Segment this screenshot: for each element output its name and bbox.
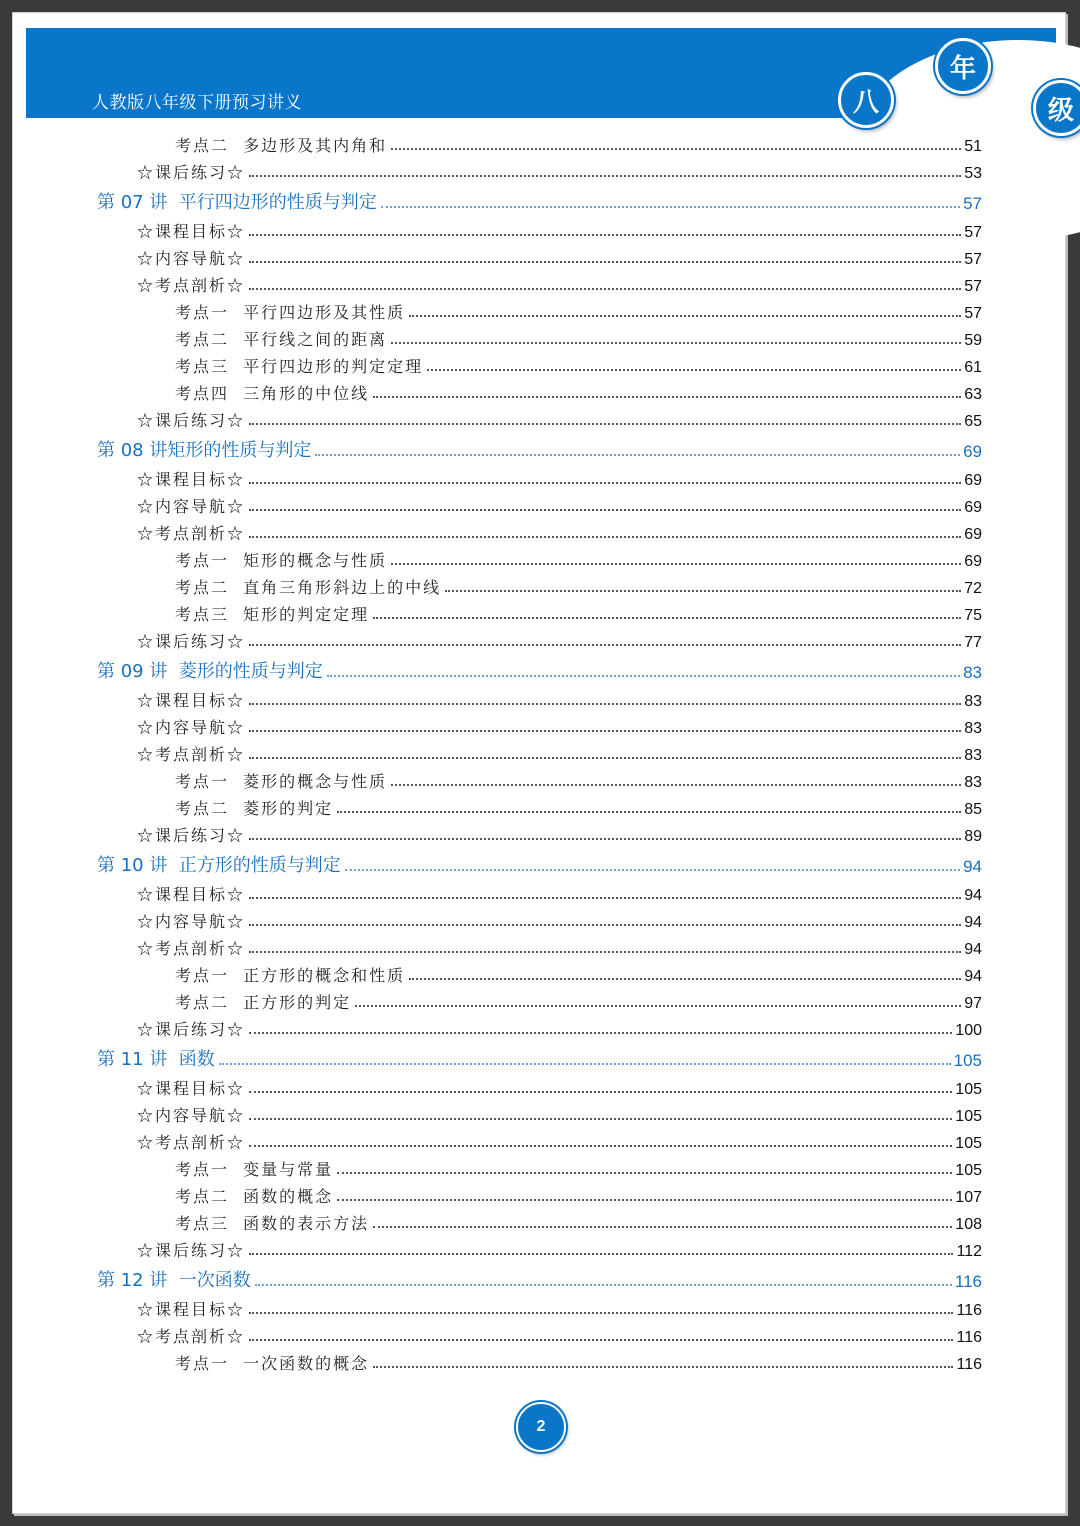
toc-chapter[interactable] — [97, 657, 982, 683]
toc-label: 第 10 讲 正方形的性质与判定 — [97, 855, 341, 876]
toc-label: 考点二 直角三角形斜边上的中线 — [175, 578, 442, 597]
toc-topic[interactable] — [175, 351, 982, 377]
toc-label: 考点一 平行四边形及其性质 — [175, 303, 406, 322]
dot-leader — [249, 757, 961, 759]
dot-leader — [391, 148, 961, 150]
toc-topic[interactable] — [175, 1208, 982, 1234]
toc-label: ☆课后练习☆ — [137, 632, 246, 651]
toc-label: ☆内容导航☆ — [137, 912, 246, 931]
dot-leader — [315, 454, 960, 456]
toc-section[interactable] — [137, 712, 982, 738]
toc-page-number: 51 — [964, 138, 982, 155]
toc-label: ☆考点剖析☆ — [137, 939, 246, 958]
dot-leader — [249, 234, 961, 236]
toc-label: 第 09 讲 菱形的性质与判定 — [97, 661, 323, 682]
toc-page-number: 57 — [964, 305, 982, 322]
toc-label: 考点一 矩形的概念与性质 — [175, 551, 388, 570]
toc-section[interactable] — [137, 1100, 982, 1126]
dot-leader — [249, 924, 961, 926]
toc-page-number: 83 — [964, 720, 982, 737]
page-number: 2 — [516, 1402, 566, 1452]
dot-leader — [249, 1032, 952, 1034]
toc-section[interactable] — [137, 464, 982, 490]
dot-leader — [249, 1091, 952, 1093]
toc-section[interactable] — [137, 270, 982, 296]
toc-page-number: 112 — [956, 1243, 982, 1260]
dot-leader — [391, 784, 961, 786]
toc-section[interactable] — [137, 685, 982, 711]
dot-leader — [249, 730, 961, 732]
toc-topic[interactable] — [175, 297, 982, 323]
toc-chapter[interactable] — [97, 436, 982, 462]
toc-label: 考点三 矩形的判定定理 — [175, 605, 370, 624]
toc-label: 考点四 三角形的中位线 — [175, 384, 370, 403]
level-badge: 级 — [1033, 80, 1080, 136]
toc-label: 考点二 菱形的判定 — [175, 799, 334, 818]
toc-label: ☆课后练习☆ — [137, 1241, 246, 1260]
toc-topic[interactable] — [175, 130, 982, 156]
dot-leader — [249, 1339, 953, 1341]
toc-label: 考点三 函数的表示方法 — [175, 1214, 370, 1233]
toc-topic[interactable] — [175, 987, 982, 1013]
toc-page-number: 57 — [964, 224, 982, 241]
toc-chapter[interactable] — [97, 1266, 982, 1292]
dot-leader — [445, 590, 961, 592]
toc-section[interactable] — [137, 1294, 982, 1320]
dot-leader — [249, 288, 961, 290]
toc-page-number: 72 — [964, 580, 982, 597]
toc-page-number: 83 — [963, 663, 982, 682]
toc-page-number: 116 — [954, 1272, 982, 1291]
toc-label: ☆课后练习☆ — [137, 1020, 246, 1039]
toc-label: ☆考点剖析☆ — [137, 1133, 246, 1152]
toc-page-number: 105 — [953, 1051, 982, 1070]
toc-label: ☆课程目标☆ — [137, 885, 246, 904]
toc-page-number: 65 — [964, 413, 982, 430]
toc-chapter[interactable] — [97, 851, 982, 877]
toc-page-number: 89 — [964, 828, 982, 845]
dot-leader — [249, 1118, 952, 1120]
dot-leader — [249, 536, 961, 538]
toc-chapter[interactable] — [97, 1045, 982, 1071]
toc-section[interactable] — [137, 1073, 982, 1099]
toc-section[interactable] — [137, 1014, 982, 1040]
toc-page-number: 63 — [964, 386, 982, 403]
dot-leader — [219, 1063, 951, 1065]
toc-label: 第 11 讲 函数 — [97, 1049, 215, 1070]
toc-page-number: 69 — [964, 472, 982, 489]
year-badge: 年 — [935, 38, 991, 94]
toc-label: ☆内容导航☆ — [137, 718, 246, 737]
toc-label: 考点二 多边形及其内角和 — [175, 136, 388, 155]
toc-label: ☆考点剖析☆ — [137, 524, 246, 543]
dot-leader — [427, 369, 961, 371]
toc-page-number: 94 — [963, 857, 982, 876]
toc-page-number: 105 — [955, 1081, 982, 1098]
dot-leader — [249, 951, 961, 953]
dot-leader — [249, 1312, 953, 1314]
toc-label: 考点一 菱形的概念与性质 — [175, 772, 388, 791]
toc-label: 考点三 平行四边形的判定定理 — [175, 357, 424, 376]
toc-page-number: 94 — [964, 887, 982, 904]
toc-label: ☆考点剖析☆ — [137, 1327, 246, 1346]
toc-label: 考点一 一次函数的概念 — [175, 1354, 370, 1373]
dot-leader — [249, 1253, 953, 1255]
toc-section[interactable] — [137, 518, 982, 544]
dot-leader — [249, 703, 961, 705]
dot-leader — [391, 342, 961, 344]
dot-leader — [373, 396, 961, 398]
toc-label: ☆考点剖析☆ — [137, 276, 246, 295]
toc-page-number: 69 — [964, 553, 982, 570]
dot-leader — [337, 811, 961, 813]
toc-section[interactable] — [137, 491, 982, 517]
toc-topic[interactable] — [175, 1154, 982, 1180]
toc-page-number: 83 — [964, 693, 982, 710]
toc-page-number: 75 — [964, 607, 982, 624]
toc-page-number: 69 — [964, 526, 982, 543]
toc-section[interactable] — [137, 739, 982, 765]
toc-label: ☆课程目标☆ — [137, 1079, 246, 1098]
book-title: 人教版八年级下册预习讲义 — [92, 93, 302, 113]
toc-section[interactable] — [137, 405, 982, 431]
dot-leader — [409, 315, 961, 317]
toc-topic[interactable] — [175, 545, 982, 571]
dot-leader — [249, 423, 961, 425]
toc-topic[interactable] — [175, 599, 982, 625]
toc-label: 考点一 正方形的概念和性质 — [175, 966, 406, 985]
dot-leader — [249, 509, 961, 511]
toc-section[interactable] — [137, 879, 982, 905]
toc-label: ☆课程目标☆ — [137, 222, 246, 241]
dot-leader — [249, 838, 961, 840]
toc-label: 第 12 讲 一次函数 — [97, 1270, 251, 1291]
toc-page-number: 83 — [964, 747, 982, 764]
toc-page-number: 69 — [964, 499, 982, 516]
toc-page-number: 77 — [964, 634, 982, 651]
toc-page-number: 105 — [955, 1135, 982, 1152]
toc-page-number: 108 — [955, 1216, 982, 1233]
toc-page-number: 97 — [964, 995, 982, 1012]
toc-label: ☆内容导航☆ — [137, 249, 246, 268]
dot-leader — [249, 1145, 952, 1147]
toc-section[interactable] — [137, 626, 982, 652]
toc-label: ☆课程目标☆ — [137, 470, 246, 489]
dot-leader — [355, 1005, 961, 1007]
toc-section[interactable] — [137, 157, 982, 183]
dot-leader — [391, 563, 961, 565]
toc-chapter[interactable] — [97, 188, 982, 214]
toc-topic[interactable] — [175, 1348, 982, 1374]
toc-topic[interactable] — [175, 793, 982, 819]
toc-page-number: 116 — [956, 1329, 982, 1346]
toc-topic[interactable] — [175, 766, 982, 792]
toc-page-number: 85 — [964, 801, 982, 818]
toc-label: 考点二 正方形的判定 — [175, 993, 352, 1012]
toc-page-number: 57 — [964, 278, 982, 295]
toc-section[interactable] — [137, 243, 982, 269]
dot-leader — [373, 617, 961, 619]
dot-leader — [373, 1226, 952, 1228]
toc-label: 考点二 平行线之间的距离 — [175, 330, 388, 349]
toc-page-number: 100 — [955, 1022, 982, 1039]
toc-topic[interactable] — [175, 960, 982, 986]
toc-label: ☆课程目标☆ — [137, 691, 246, 710]
dot-leader — [373, 1366, 953, 1368]
toc-label: ☆课后练习☆ — [137, 163, 246, 182]
toc-label: ☆课程目标☆ — [137, 1300, 246, 1319]
toc-label: ☆内容导航☆ — [137, 497, 246, 516]
toc-page-number: 59 — [964, 332, 982, 349]
toc-section[interactable] — [137, 1235, 982, 1261]
toc-section[interactable] — [137, 820, 982, 846]
toc-page-number: 105 — [955, 1162, 982, 1179]
toc-section[interactable] — [137, 933, 982, 959]
toc-page-number: 107 — [955, 1189, 982, 1206]
toc-section[interactable] — [137, 216, 982, 242]
toc-section[interactable] — [137, 1321, 982, 1347]
dot-leader — [249, 261, 961, 263]
toc-label: ☆课后练习☆ — [137, 411, 246, 430]
toc-page-number: 61 — [964, 359, 982, 376]
toc-label: ☆考点剖析☆ — [137, 745, 246, 764]
toc-page-number: 57 — [963, 194, 982, 213]
dot-leader — [255, 1284, 952, 1286]
toc-section[interactable] — [137, 906, 982, 932]
dot-leader — [249, 644, 961, 646]
toc-label: 考点二 函数的概念 — [175, 1187, 334, 1206]
toc-page-number: 105 — [955, 1108, 982, 1125]
toc-label: ☆课后练习☆ — [137, 826, 246, 845]
dot-leader — [249, 175, 961, 177]
dot-leader — [381, 206, 960, 208]
toc-section[interactable] — [137, 1127, 982, 1153]
toc-page-number: 83 — [964, 774, 982, 791]
toc-page-number: 94 — [964, 941, 982, 958]
toc-label: 第 08 讲矩形的性质与判定 — [97, 440, 312, 461]
toc-page-number: 53 — [964, 165, 982, 182]
toc-label: 考点一 变量与常量 — [175, 1160, 334, 1179]
toc-page-number: 94 — [964, 968, 982, 985]
toc-label: ☆内容导航☆ — [137, 1106, 246, 1125]
toc-topic[interactable] — [175, 378, 982, 404]
dot-leader — [337, 1199, 952, 1201]
toc-page-number: 94 — [964, 914, 982, 931]
toc-topic[interactable] — [175, 324, 982, 350]
toc-topic[interactable] — [175, 1181, 982, 1207]
dot-leader — [249, 897, 961, 899]
dot-leader — [345, 869, 960, 871]
toc-page-number: 57 — [964, 251, 982, 268]
dot-leader — [409, 978, 961, 980]
dot-leader — [249, 482, 961, 484]
dot-leader — [327, 675, 960, 677]
toc-topic[interactable] — [175, 572, 982, 598]
grade-badge: 八 — [838, 72, 894, 128]
toc-page-number: 116 — [956, 1356, 982, 1373]
toc-page-number: 116 — [956, 1302, 982, 1319]
toc-page-number: 69 — [963, 442, 982, 461]
toc-label: 第 07 讲 平行四边形的性质与判定 — [97, 192, 377, 213]
dot-leader — [337, 1172, 952, 1174]
